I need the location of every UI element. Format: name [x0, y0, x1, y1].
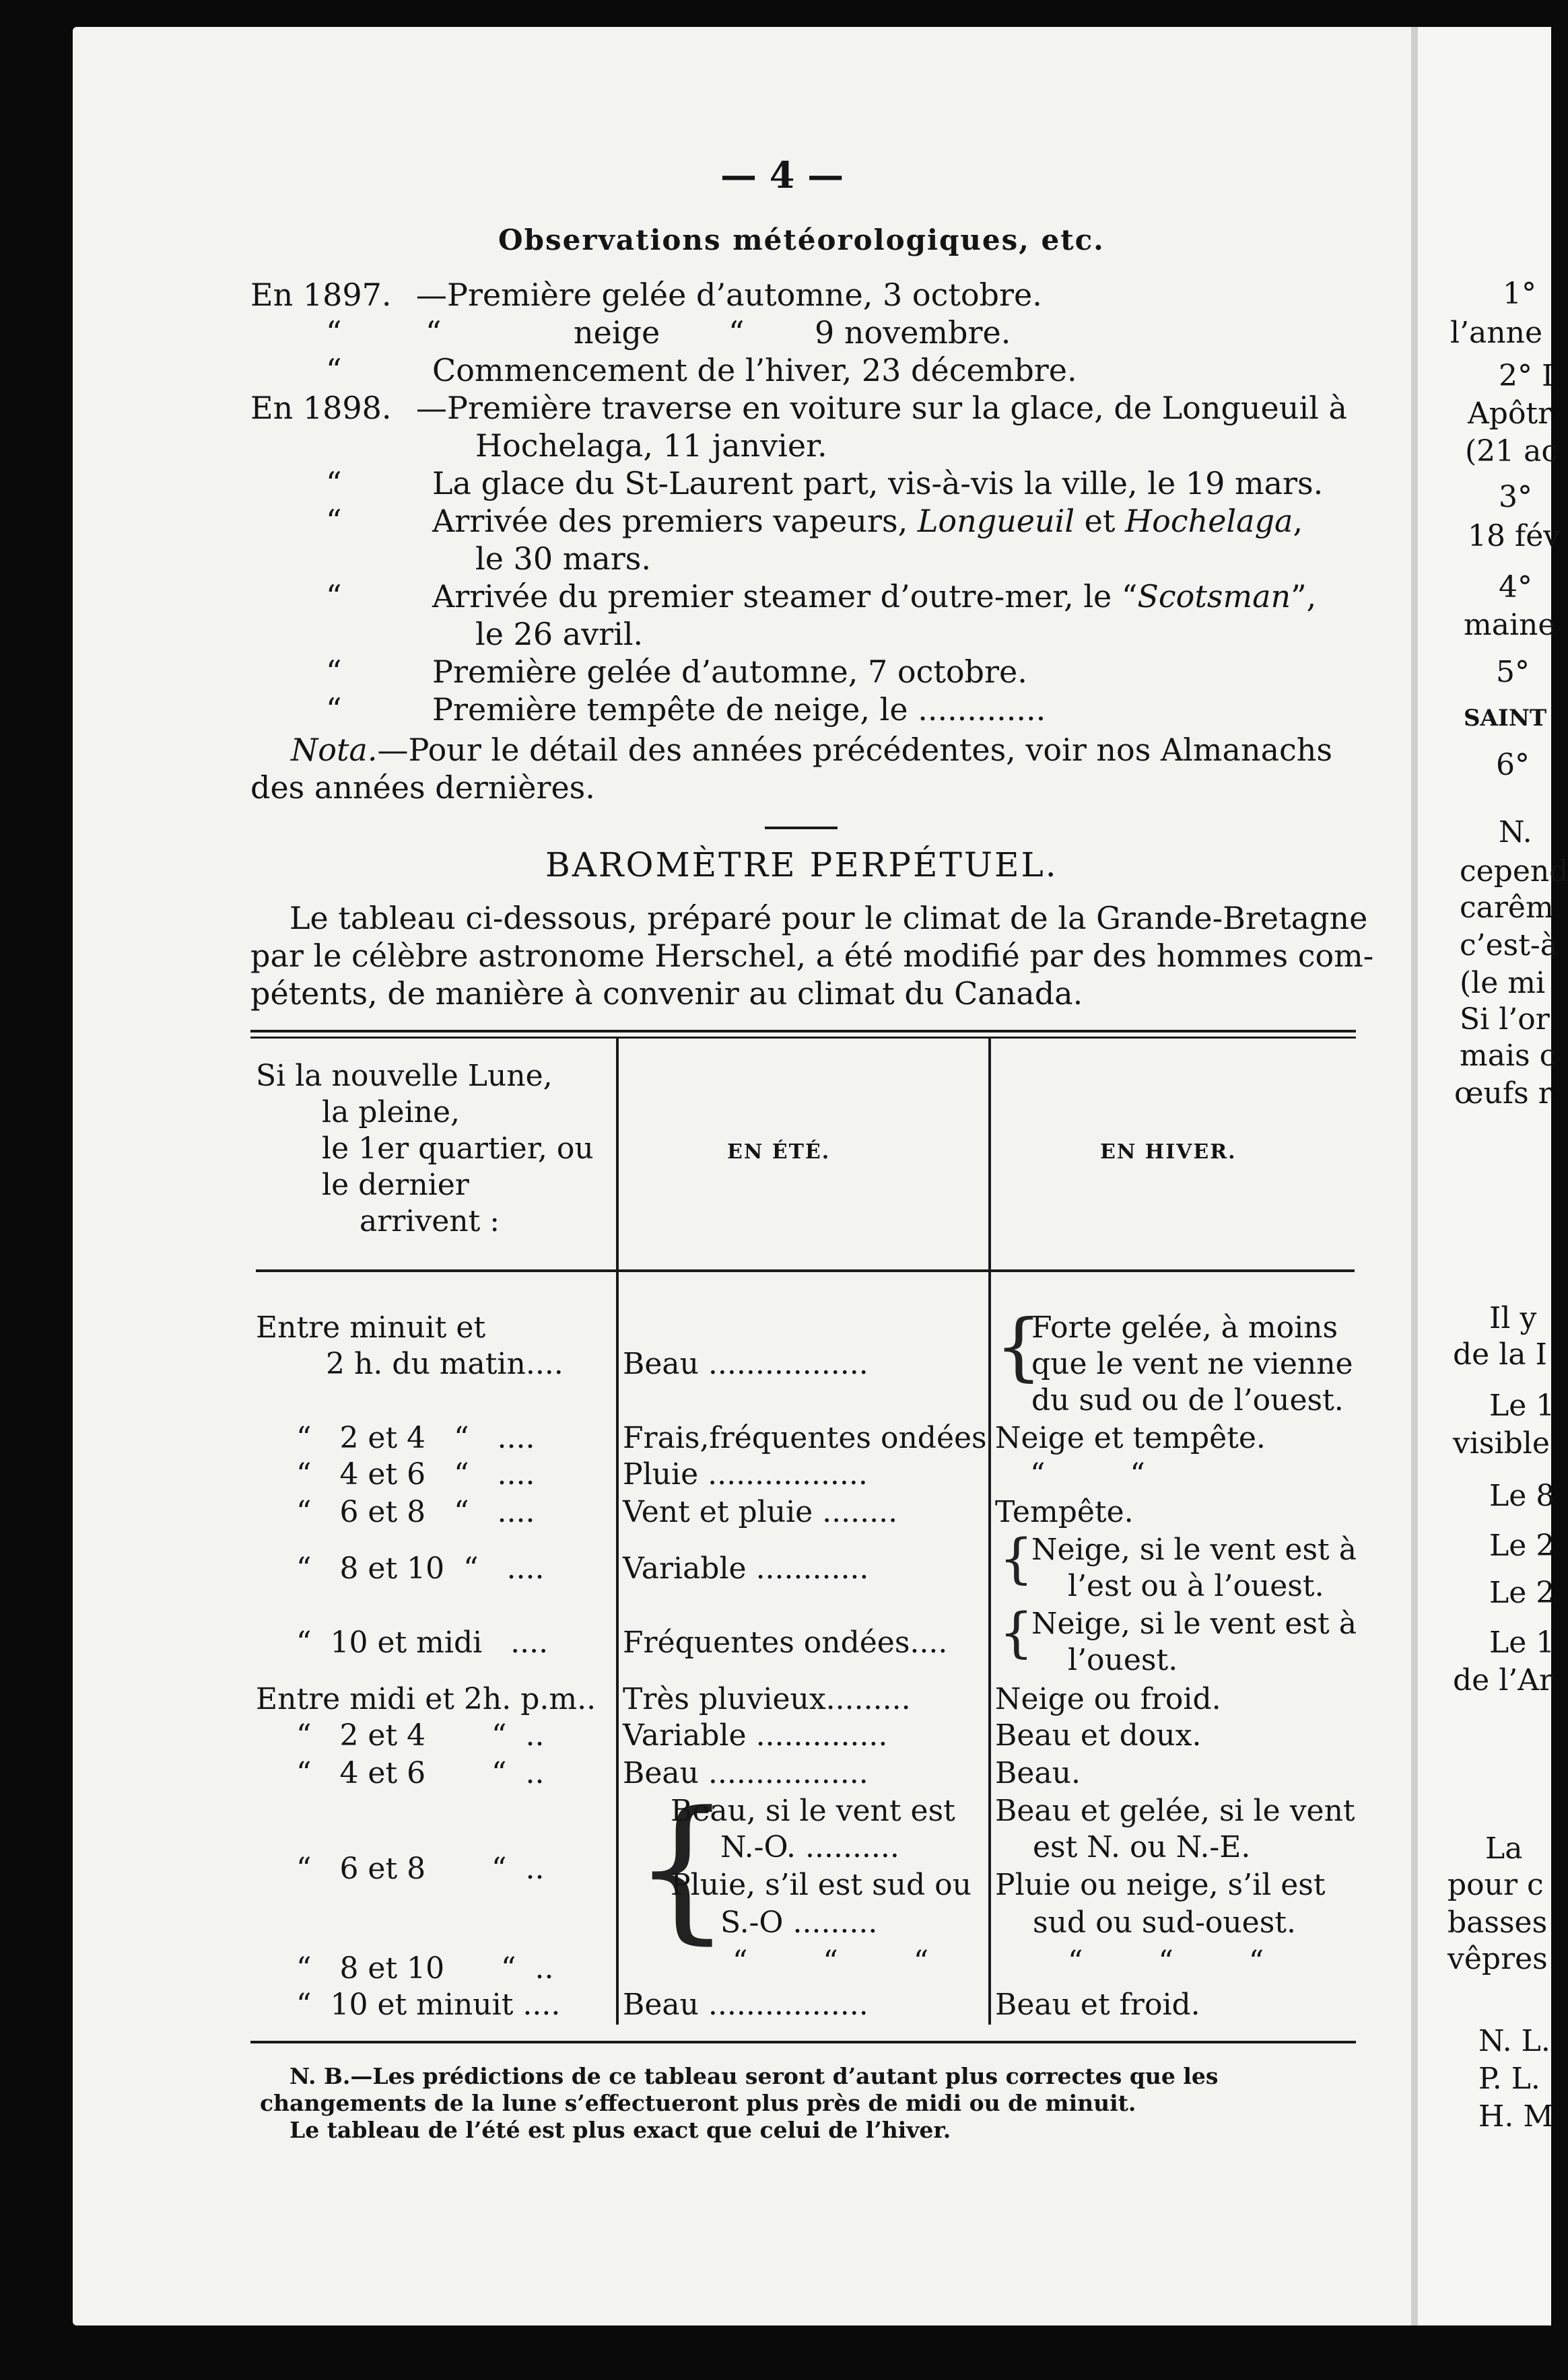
- row-ete: Frais,fréquentes ondées: [623, 1421, 987, 1455]
- page-fold: [1411, 27, 1418, 2325]
- obs-line: Hochelaga, 11 janvier.: [475, 427, 827, 464]
- header-label: la pleine,: [322, 1095, 461, 1129]
- facing-fragment: Le 1: [1489, 1389, 1555, 1423]
- row-time: “ 6 et 8 “ ....: [296, 1495, 535, 1529]
- facing-fragment: Le 2: [1489, 1576, 1555, 1610]
- facing-fragment: 18 fév: [1468, 519, 1561, 553]
- row-ete: Très pluvieux.........: [623, 1682, 911, 1716]
- row-time: “ 2 et 4 “ ..: [296, 1718, 545, 1753]
- ditto-mark: “: [326, 578, 342, 615]
- row-hiver: du sud ou de l’ouest.: [1031, 1383, 1344, 1418]
- obs-line: 9 novembre.: [815, 314, 1011, 351]
- ditto-mark: “: [326, 465, 342, 501]
- row-ete: Variable ............: [623, 1551, 869, 1586]
- row-ete: Vent et pluie ........: [623, 1495, 898, 1529]
- header-ete: EN ÉTÉ.: [727, 1140, 831, 1164]
- row-ete: Variable ..............: [623, 1718, 888, 1753]
- row-time: “ 4 et 6 “ ....: [296, 1457, 535, 1492]
- short-divider: [765, 827, 838, 829]
- facing-fragment: carêm: [1460, 890, 1554, 925]
- row-ete: Beau .................: [623, 1347, 868, 1381]
- intro-line: par le célèbre astronome Herschel, a été modifié par des hommes com-: [250, 938, 1374, 974]
- obs-line: —Première gelée d’automne, 3 octobre.: [416, 277, 1042, 313]
- row-ete: Beau .................: [623, 1988, 868, 2022]
- footnote-line: Le tableau de l’été est plus exact que celui de l’hiver.: [289, 2117, 951, 2143]
- facing-fragment: H. M: [1478, 2099, 1554, 2134]
- ditto-mark: “: [326, 654, 342, 690]
- row-ete: Pluie, s’il est sud ou: [671, 1868, 972, 1902]
- facing-fragment: c’est-à: [1460, 928, 1559, 963]
- facing-fragment: œufs r: [1454, 1076, 1553, 1111]
- ditto-mark: “: [326, 691, 342, 728]
- row-ete: “ “ “: [732, 1945, 929, 1979]
- table-top-rule: [250, 1037, 1356, 1039]
- obs-line: —Première traverse en voiture sur la glace, de Longueuil à: [416, 390, 1347, 426]
- row-ete: Fréquentes ondées....: [623, 1625, 948, 1660]
- page-number: — 4 —: [720, 153, 844, 197]
- row-time: “ 6 et 8 “ ..: [296, 1852, 545, 1886]
- obs-line: Première tempête de neige, le .............: [432, 691, 1046, 728]
- header-label: Si la nouvelle Lune,: [256, 1059, 553, 1093]
- row-hiver: que le vent ne vienne: [1031, 1347, 1353, 1381]
- row-time: “ 8 et 10 “ ..: [296, 1951, 554, 1986]
- table-top-rule: [250, 1030, 1356, 1032]
- facing-fragment: 2° I: [1499, 359, 1554, 393]
- row-ete: Beau .................: [623, 1756, 868, 1790]
- facing-fragment: 6°: [1496, 748, 1530, 782]
- row-time: Entre minuit et: [256, 1310, 486, 1345]
- intro-line: Le tableau ci-dessous, préparé pour le climat de la Grande-Bretagne: [289, 900, 1368, 936]
- obs-line: le 30 mars.: [475, 540, 651, 577]
- nota-line: Nota.—Pour le détail des années précédentes, voir nos Almanachs: [291, 732, 1333, 768]
- row-hiver: Pluie ou neige, s’il est: [995, 1868, 1326, 1902]
- facing-fragment: Le 1: [1489, 1625, 1555, 1660]
- facing-fragment: Si l’or: [1460, 1002, 1550, 1037]
- row-hiver: est N. ou N.-E.: [1033, 1830, 1251, 1864]
- row-hiver: sud ou sud-ouest.: [1033, 1905, 1296, 1940]
- facing-fragment: basses: [1447, 1905, 1548, 1940]
- ditto-mark: “: [326, 314, 342, 351]
- brace: {: [633, 1779, 732, 1959]
- facing-fragment: vêpres: [1447, 1942, 1548, 1976]
- section-heading: Observations météorologiques, etc.: [498, 223, 1105, 256]
- row-ete: Pluie .................: [623, 1457, 868, 1492]
- facing-fragment: pour c: [1447, 1868, 1544, 1902]
- row-hiver: Beau et doux.: [995, 1718, 1202, 1753]
- row-time: “ 10 et midi ....: [296, 1625, 549, 1660]
- obs-line: Commencement de l’hiver, 23 décembre.: [432, 352, 1077, 388]
- facing-fragment: mais c: [1460, 1039, 1557, 1073]
- row-hiver: Neige ou froid.: [995, 1682, 1221, 1716]
- facing-fragment: de l’Ar: [1453, 1663, 1554, 1698]
- facing-fragment: P. L.: [1478, 2062, 1540, 2096]
- row-hiver: l’ouest.: [1068, 1643, 1178, 1677]
- obs-year-1898: En 1898.: [250, 390, 392, 426]
- brace: {: [995, 1303, 1042, 1389]
- header-hiver: EN HIVER.: [1100, 1140, 1237, 1164]
- intro-line: pétents, de manière à convenir au climat du Canada.: [250, 975, 1083, 1012]
- facing-fragment: visible: [1453, 1426, 1550, 1461]
- obs-line: neige: [574, 314, 660, 351]
- facing-fragment: La: [1485, 1831, 1523, 1866]
- row-time: 2 h. du matin....: [326, 1347, 564, 1381]
- facing-fragment: Apôtr: [1468, 396, 1553, 431]
- row-ete: Beau, si le vent est: [671, 1794, 955, 1828]
- table-bottom-rule: [250, 2041, 1356, 2043]
- facing-fragment: Le 8: [1489, 1479, 1555, 1513]
- facing-fragment: 4°: [1499, 570, 1532, 604]
- obs-line: le 26 avril.: [475, 616, 644, 652]
- facing-fragment: 3°: [1499, 480, 1532, 514]
- section-title: BAROMÈTRE PERPÉTUEL.: [545, 845, 1058, 884]
- facing-fragment: maine: [1464, 608, 1556, 642]
- facing-fragment: (21 ac: [1465, 434, 1559, 468]
- obs-line: Arrivée du premier steamer d’outre-mer, le “Scotsman”,: [432, 578, 1317, 615]
- header-label: arrivent :: [360, 1204, 500, 1238]
- obs-line: Arrivée des premiers vapeurs, Longueuil et Hochelaga,: [432, 503, 1303, 539]
- footnote-line: N. B.—Les prédictions de ce tableau seront d’autant plus correctes que les: [289, 2063, 1219, 2089]
- facing-fragment: N.: [1499, 815, 1532, 849]
- table-header-rule: [256, 1269, 1355, 1272]
- row-hiver: Beau et gelée, si le vent: [995, 1794, 1355, 1828]
- facing-fragment: Il y: [1489, 1301, 1537, 1335]
- row-time: “ 2 et 4 “ ....: [296, 1421, 535, 1455]
- row-hiver: l’est ou à l’ouest.: [1068, 1569, 1324, 1603]
- row-hiver: “ “: [1030, 1457, 1145, 1492]
- row-ete: S.-O .........: [720, 1905, 878, 1940]
- facing-fragment: l’anne: [1450, 316, 1543, 350]
- facing-fragment: de la I: [1453, 1337, 1547, 1372]
- footnote-line: changements de la lune s’effectueront plus près de midi ou de minuit.: [260, 2090, 1136, 2116]
- obs-year-1897: En 1897.: [250, 277, 392, 313]
- ditto-mark: “: [326, 503, 342, 539]
- ditto-mark: “: [326, 352, 342, 388]
- nota-line: des années dernières.: [250, 769, 595, 806]
- header-label: le 1er quartier, ou: [322, 1131, 594, 1166]
- facing-fragment: 5°: [1496, 655, 1530, 689]
- row-hiver: Tempête.: [995, 1495, 1134, 1529]
- row-hiver: Neige et tempête.: [995, 1421, 1266, 1455]
- row-time: Entre midi et 2h. p.m..: [256, 1682, 596, 1716]
- row-hiver: Beau et froid.: [995, 1988, 1200, 2022]
- row-hiver: “ “ “: [1068, 1945, 1264, 1979]
- row-hiver: Neige, si le vent est à: [1031, 1607, 1357, 1641]
- table-col-divider: [616, 1037, 619, 2025]
- table-col-divider: [988, 1037, 991, 2025]
- ditto-mark: “: [728, 314, 745, 351]
- brace: {: [999, 1527, 1033, 1590]
- facing-fragment: cepend: [1460, 854, 1568, 888]
- obs-line: La glace du St-Laurent part, vis-à-vis la ville, le 19 mars.: [432, 465, 1324, 501]
- row-hiver: Beau.: [995, 1756, 1081, 1790]
- ditto-mark: “: [425, 314, 442, 351]
- row-time: “ 10 et minuit ....: [296, 1988, 561, 2022]
- facing-fragment: 1°: [1503, 277, 1536, 311]
- row-time: “ 8 et 10 “ ....: [296, 1551, 545, 1586]
- row-time: “ 4 et 6 “ ..: [296, 1756, 545, 1790]
- facing-fragment: (le mi: [1460, 966, 1546, 1000]
- row-ete: N.-O. ..........: [720, 1830, 899, 1864]
- row-hiver: Forte gelée, à moins: [1031, 1310, 1338, 1345]
- facing-fragment: N. L.: [1478, 2024, 1550, 2058]
- facing-fragment: SAINT: [1464, 705, 1547, 732]
- row-hiver: Neige, si le vent est à: [1031, 1533, 1357, 1567]
- obs-line: Première gelée d’automne, 7 octobre.: [432, 654, 1027, 690]
- facing-fragment: Le 2: [1489, 1529, 1555, 1563]
- brace: {: [999, 1601, 1033, 1664]
- header-label: le dernier: [322, 1168, 469, 1202]
